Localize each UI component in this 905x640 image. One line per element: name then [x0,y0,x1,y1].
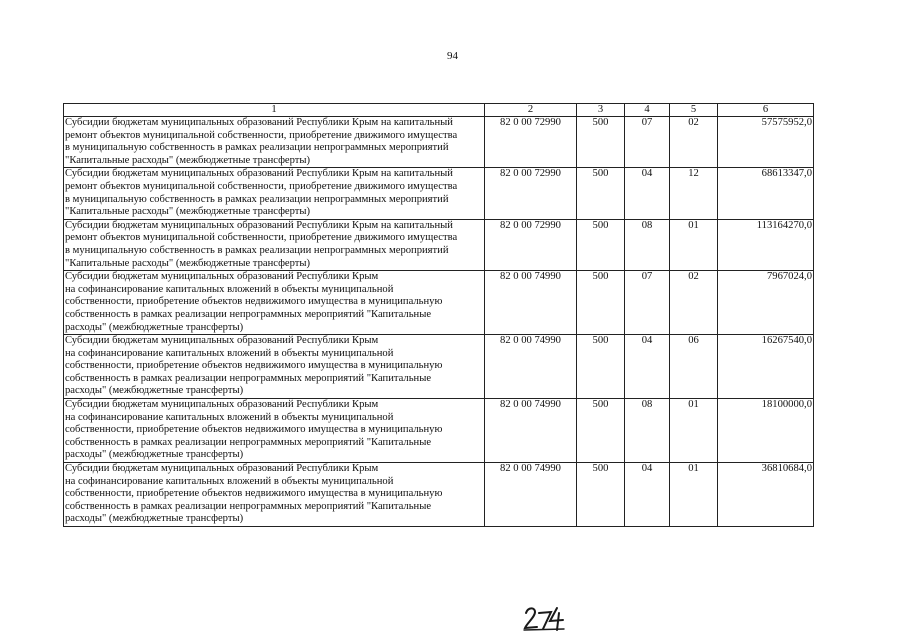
row-expense-type: 500 [577,399,625,463]
row-subsection: 01 [670,219,718,270]
row-description: Субсидии бюджетам муниципальных образований Республики Крым на софинансирование капитальных вложений в объекты муниципальной собственности, приобретение объектов недвижимого имущества в муниципальную собственность в рамках реализации непрограммных мероприятий "Капитальные расходы" (межбюджетные трансферты) [64,271,485,335]
row-description: Субсидии бюджетам муниципальных образований Республики Крым на софинансирование капитальных вложений в объекты муниципальной собственности, приобретение объектов недвижимого имущества в муниципальную собственность в рамках реализации непрограммных мероприятий "Капитальные расходы" (межбюджетные трансферты) [64,463,485,527]
row-section: 07 [625,117,670,168]
table-row [64,117,814,168]
column-header-3: 3 [577,104,625,117]
table-row [64,219,814,270]
page-number: 94 [447,50,458,62]
column-header-2: 2 [485,104,577,117]
row-expense-type: 500 [577,168,625,219]
row-description: Субсидии бюджетам муниципальных образований Республики Крым на капитальный ремонт объектов муниципальной собственности, приобретение движимого имущества в муниципальную собственность в рамках реализации непрограммных мероприятий "Капитальные расходы" (межбюджетные трансферты) [64,168,485,219]
row-subsection: 02 [670,117,718,168]
row-section: 08 [625,219,670,270]
row-expense-type: 500 [577,117,625,168]
column-header-5: 5 [670,104,718,117]
column-header-4: 4 [625,104,670,117]
row-subsection: 06 [670,335,718,399]
table-row [64,168,814,219]
row-subsection: 01 [670,463,718,527]
row-expense-type: 500 [577,463,625,527]
row-amount: 16267540,0 [718,335,814,399]
row-amount: 68613347,0 [718,168,814,219]
row-subsection: 12 [670,168,718,219]
row-amount: 57575952,0 [718,117,814,168]
table-row [64,335,814,399]
row-section: 04 [625,335,670,399]
row-section: 04 [625,463,670,527]
row-target-code: 82 0 00 74990 [485,271,577,335]
handwritten-page-mark [522,604,566,632]
row-section: 07 [625,271,670,335]
row-description: Субсидии бюджетам муниципальных образований Республики Крым на софинансирование капитальных вложений в объекты муниципальной собственности, приобретение объектов недвижимого имущества в муниципальную собственность в рамках реализации непрограммных мероприятий "Капитальные расходы" (межбюджетные трансферты) [64,335,485,399]
row-amount: 113164270,0 [718,219,814,270]
budget-table [63,103,814,527]
row-subsection: 02 [670,271,718,335]
row-description: Субсидии бюджетам муниципальных образований Республики Крым на софинансирование капитальных вложений в объекты муниципальной собственности, приобретение объектов недвижимого имущества в муниципальную собственность в рамках реализации непрограммных мероприятий "Капитальные расходы" (межбюджетные трансферты) [64,399,485,463]
table-row [64,271,814,335]
column-header-6: 6 [718,104,814,117]
row-target-code: 82 0 00 74990 [485,335,577,399]
row-expense-type: 500 [577,271,625,335]
row-target-code: 82 0 00 74990 [485,463,577,527]
row-amount: 36810684,0 [718,463,814,527]
row-target-code: 82 0 00 72990 [485,117,577,168]
row-expense-type: 500 [577,219,625,270]
row-target-code: 82 0 00 74990 [485,399,577,463]
row-description: Субсидии бюджетам муниципальных образований Республики Крым на капитальный ремонт объектов муниципальной собственности, приобретение движимого имущества в муниципальную собственность в рамках реализации непрограммных мероприятий "Капитальные расходы" (межбюджетные трансферты) [64,117,485,168]
table-header-row [64,104,814,117]
table-row [64,463,814,527]
row-target-code: 82 0 00 72990 [485,168,577,219]
row-description: Субсидии бюджетам муниципальных образований Республики Крым на капитальный ремонт объектов муниципальной собственности, приобретение движимого имущества в муниципальную собственность в рамках реализации непрограммных мероприятий "Капитальные расходы" (межбюджетные трансферты) [64,219,485,270]
row-expense-type: 500 [577,335,625,399]
row-section: 08 [625,399,670,463]
row-amount: 7967024,0 [718,271,814,335]
row-section: 04 [625,168,670,219]
table-row [64,399,814,463]
row-target-code: 82 0 00 72990 [485,219,577,270]
row-subsection: 01 [670,399,718,463]
row-amount: 18100000,0 [718,399,814,463]
column-header-1: 1 [64,104,485,117]
